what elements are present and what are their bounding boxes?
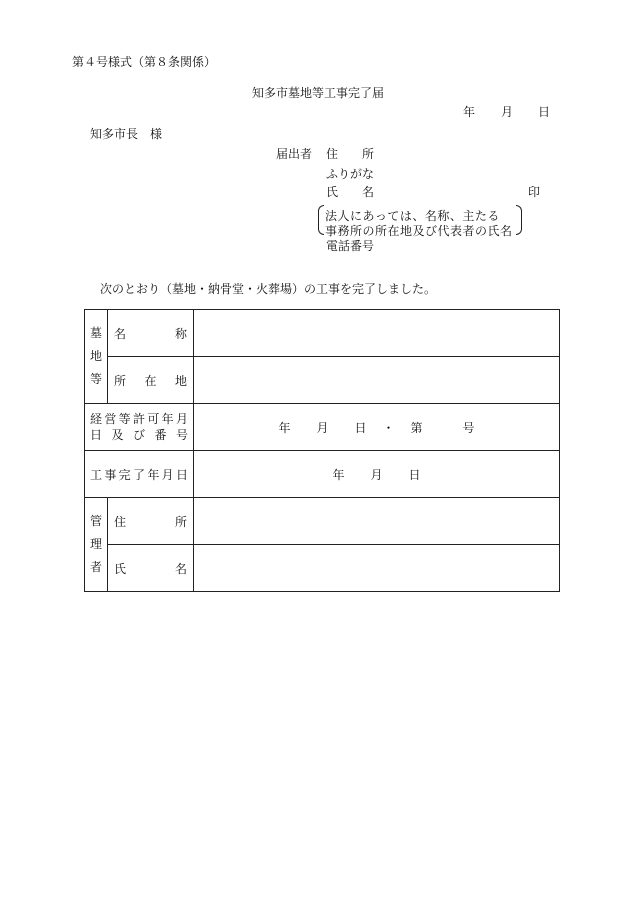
applicant-phone-label: 電話番号 (326, 239, 375, 253)
form-number: 第４号様式（第８条関係） (72, 55, 217, 69)
applicant-label: 届出者 (276, 147, 313, 161)
permit-value-cell[interactable] (194, 404, 560, 451)
table-row (85, 404, 560, 451)
label-char: 番 (154, 428, 167, 442)
date-year: 年 (463, 105, 476, 119)
permit-no-suffix: 号 (462, 420, 475, 435)
manager-group-label (85, 498, 108, 592)
cemetery-group-label (85, 310, 108, 404)
manager-address-label-cell (108, 498, 194, 545)
vertical-char: 等 (89, 372, 102, 386)
completion-label-cell (85, 451, 194, 498)
label-char: 氏 (114, 561, 127, 576)
label-char: び (132, 428, 145, 442)
table-row (85, 545, 560, 592)
label-char: 名 (174, 561, 187, 576)
document-title: 知多市墓地等工事完了届 (252, 86, 385, 100)
permit-no-prefix: 第 (410, 420, 423, 435)
label-char: 住 (114, 514, 127, 529)
location-value-cell[interactable] (194, 357, 560, 404)
location-label-cell (108, 357, 194, 404)
name-value-cell[interactable] (194, 310, 560, 357)
date-month: 月 (501, 105, 514, 119)
corporate-note-line1: 法人にあっては、名称、主たる (325, 209, 500, 223)
seal-mark: 印 (528, 185, 541, 199)
label-char: 完 (118, 467, 131, 482)
completion-year: 年 (332, 467, 345, 482)
label-char: 月 (175, 412, 188, 426)
label-char: 日 (90, 428, 103, 442)
label-char: 所 (114, 373, 127, 388)
label-char: 許 (132, 412, 145, 426)
label-char: 称 (174, 326, 187, 341)
corporate-note-line2: 事務所の所在地及び代表者の氏名 (325, 224, 513, 238)
permit-label-cell (85, 404, 194, 451)
vertical-char: 地 (89, 349, 102, 363)
right-bracket (516, 205, 522, 235)
permit-dot: ・ (382, 420, 395, 435)
table-row (85, 451, 560, 498)
label-char: 了 (132, 467, 145, 482)
manager-name-label-cell (108, 545, 194, 592)
table-row (85, 310, 560, 357)
label-char: 営 (104, 412, 117, 426)
label-char: 事 (104, 467, 117, 482)
permit-month: 月 (316, 420, 329, 435)
corporate-note (318, 205, 522, 238)
label-char: 名 (114, 326, 127, 341)
vertical-char: 理 (89, 537, 102, 551)
applicant-name-label: 氏 名 (326, 185, 375, 199)
addressee: 知多市長 様 (90, 127, 163, 141)
vertical-char: 者 (89, 560, 102, 574)
permit-day: 日 (354, 420, 367, 435)
label-char: 工 (90, 467, 103, 482)
label-char: 等 (118, 412, 131, 426)
completion-value-cell[interactable] (194, 451, 560, 498)
table-row (85, 498, 560, 545)
manager-address-value-cell[interactable] (194, 498, 560, 545)
label-char: 及 (111, 428, 124, 442)
label-char: 経 (90, 412, 103, 426)
applicant-furigana-label: ふりがな (326, 167, 375, 181)
table-row (85, 357, 560, 404)
label-char: 月 (161, 467, 174, 482)
vertical-char: 墓 (89, 326, 102, 340)
label-char: 号 (175, 428, 188, 442)
label-char: 日 (175, 467, 188, 482)
completion-table (84, 309, 560, 592)
applicant-address-label: 住 所 (326, 147, 375, 161)
label-char: 可 (147, 412, 160, 426)
completion-month: 月 (370, 467, 383, 482)
manager-name-value-cell[interactable] (194, 545, 560, 592)
left-bracket (318, 205, 324, 235)
label-char: 所 (174, 514, 187, 529)
completion-day: 日 (408, 467, 421, 482)
statement: 次のとおり（墓地・納骨堂・火葬場）の工事を完了しました。 (100, 282, 437, 296)
label-char: 年 (161, 412, 174, 426)
vertical-char: 管 (89, 514, 102, 528)
name-label-cell (108, 310, 194, 357)
label-char: 在 (144, 373, 157, 388)
label-char: 地 (174, 373, 187, 388)
label-char: 年 (147, 467, 160, 482)
permit-year: 年 (278, 420, 291, 435)
date-day: 日 (538, 105, 551, 119)
